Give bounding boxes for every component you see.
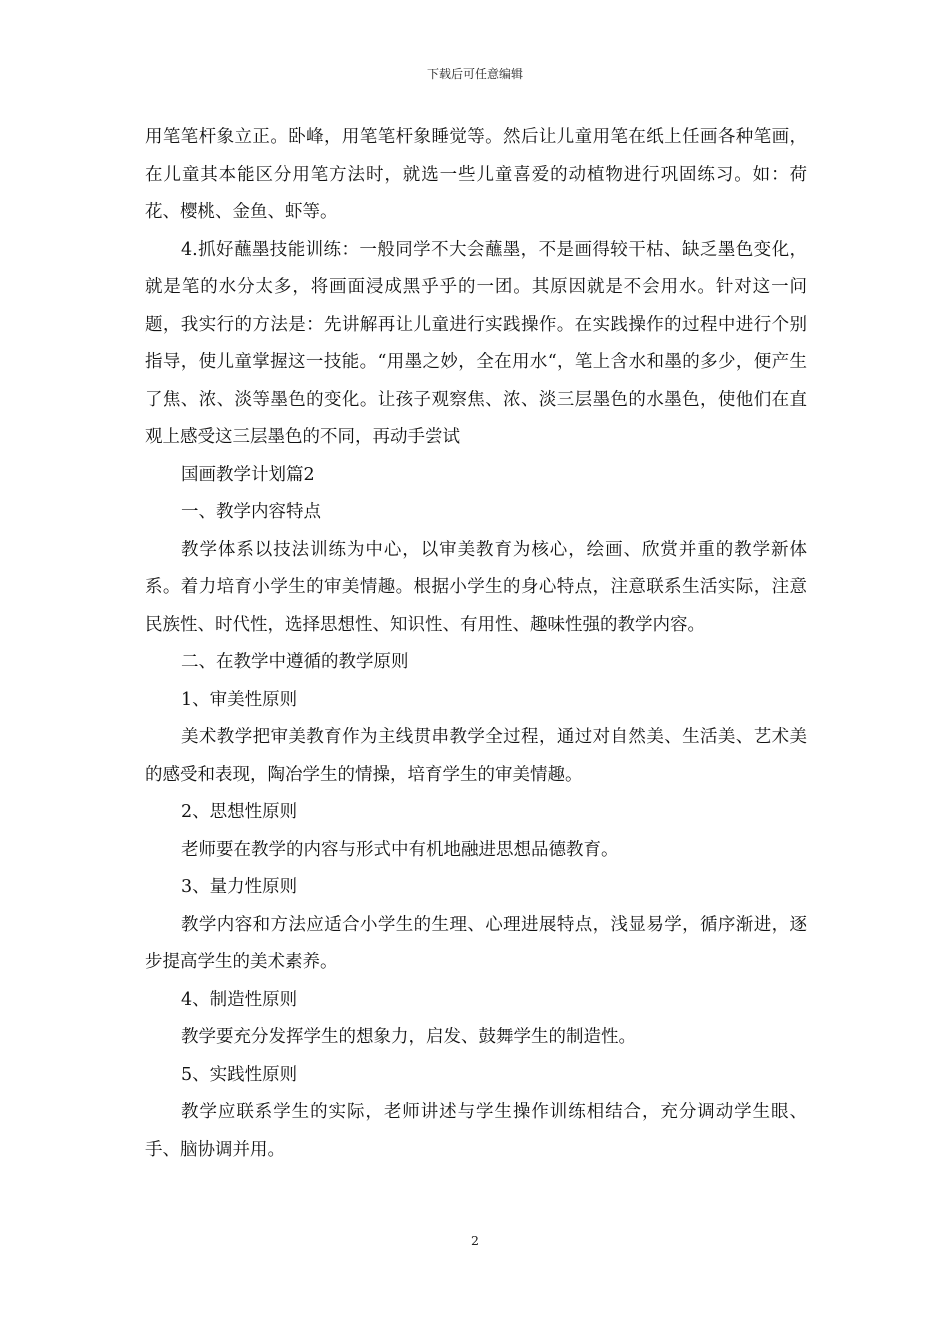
- subsection-heading: 4、制造性原则: [181, 989, 298, 1010]
- section-heading: 一、教学内容特点: [181, 502, 321, 522]
- paragraph: 教学应联系学生的实际，老师讲述与学生操作训练相结合，充分调动学生眼、手、脑协调并用。: [145, 1102, 807, 1160]
- section-title: 国画教学计划篇2: [181, 464, 315, 485]
- subsection-heading: 3、量力性原则: [181, 877, 298, 897]
- paragraph: 教学体系以技法训练为中心，以审美教育为核心，绘画、欣赏并重的教学新体系。着力培育小学生的审美情趣。根据小学生的身心特点，注意联系生活实际，注意民族性、时代性，选择思想性、知识性、有用性、趣味性强的教学内容。: [145, 539, 807, 635]
- subsection-heading: 2、思想性原则: [181, 802, 298, 822]
- paragraph: 教学内容和方法应适合小学生的生理、心理进展特点，浅显易学，循序渐进，逐步提高学生的美术素养。: [145, 914, 807, 972]
- paragraph: 教学要充分发挥学生的想象力，启发、鼓舞学生的制造性。: [181, 1027, 636, 1047]
- page-number: 2: [471, 1233, 479, 1248]
- subsection-heading: 5、实践性原则: [181, 1064, 298, 1085]
- paragraph: 美术教学把审美教育作为主线贯串教学全过程，通过对自然美、生活美、艺术美的感受和表现，陶冶学生的情操，培育学生的审美情趣。: [145, 727, 807, 785]
- paragraph: 4.抓好蘸墨技能训练：一般同学不大会蘸墨，不是画得较干枯、缺乏墨色变化，就是笔的水分太多，将画面浸成黑乎乎的一团。其原因就是不会用水。针对这一问题，我实行的方法是：先讲解再让儿童进行实践操作。在实践操作的过程中进行个别指导，使儿童掌握这一技能。“用墨之妙，全在用水“，笔上含水和墨的多少，便产生了焦、浓、淡等墨色的变化。让孩子观察焦、浓、淡三层墨色的水墨色，使他们在直观上感受这三层墨色的不同，再动手尝试: [145, 239, 807, 447]
- subsection-heading: 1、审美性原则: [181, 689, 298, 710]
- page-header-note: 下载后可任意编辑: [426, 67, 523, 81]
- section-heading: 二、在教学中遵循的教学原则: [181, 652, 409, 672]
- paragraph: 老师要在教学的内容与形式中有机地融进思想品德教育。: [181, 839, 619, 860]
- document-body: [145, 119, 807, 1169]
- paragraph: 用笔笔杆象立正。卧峰，用笔笔杆象睡觉等。然后让儿童用笔在纸上任画各种笔画，在儿童其本能区分用笔方法时，就选一些儿童喜爱的动植物进行巩固练习。如：荷花、樱桃、金鱼、虾等。: [145, 127, 807, 222]
